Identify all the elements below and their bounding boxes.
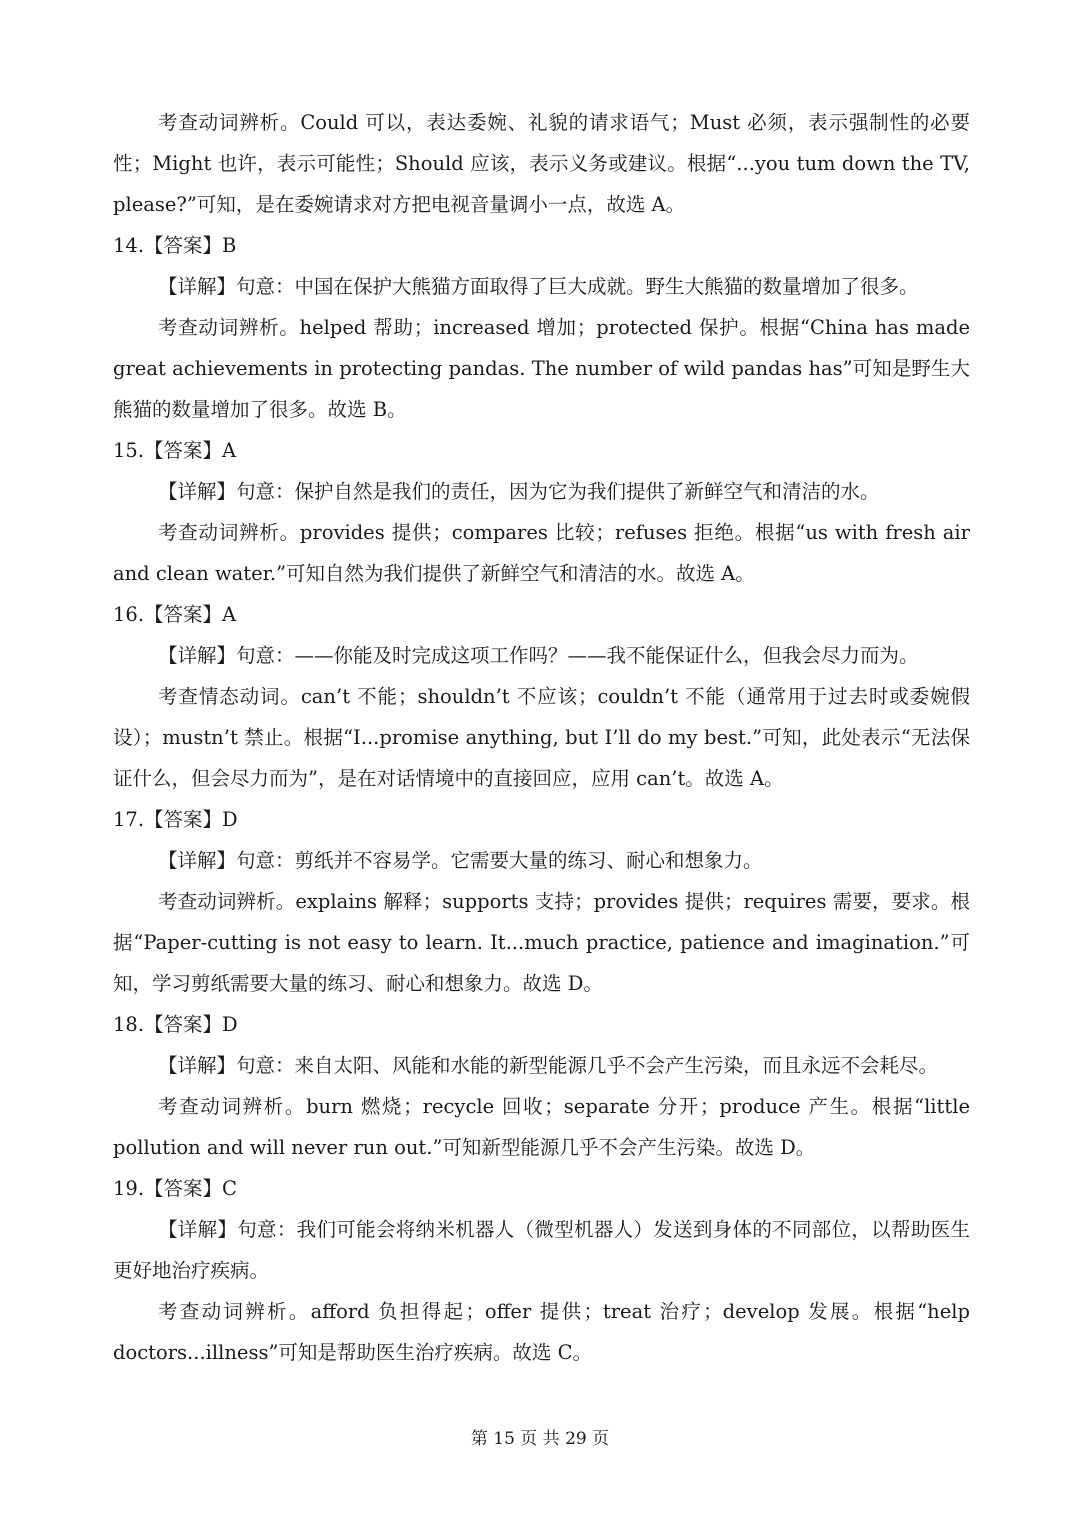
answer-17: 17.【答案】D: [113, 808, 238, 831]
analysis-19: 考查动词辨析。afford 负担得起；offer 提供；treat 治疗；develop 发展。根据“help doctors...illness”可知是帮助医生治疗疾病。故选 C。: [113, 1300, 970, 1364]
analysis-16: 考查情态动词。can’t 不能；shouldn’t 不应该；couldn’t 不能（通常用于过去时或委婉假设）；mustn’t 禁止。根据“I...promise anything, but I’ll do my best.”可知，此处表示“无法保证什么，但会尽力而为”，是在对话情境中的直接回应，应用 can’t。故选 A。: [113, 685, 970, 790]
detail-14: 【详解】句意：中国在保护大熊猫方面取得了巨大成就。野生大熊猫的数量增加了很多。: [158, 275, 919, 298]
answer-19: 19.【答案】C: [113, 1177, 237, 1200]
page-number-footer: 第 15 页 共 29 页: [470, 1429, 610, 1449]
analysis-15: 考查动词辨析。provides 提供；compares 比较；refuses 拒绝。根据“us with fresh air and clean water.”可知自然为我们提供了新鲜空气和清洁的水。故选 A。: [113, 521, 970, 585]
detail-18: 【详解】句意：来自太阳、风能和水能的新型能源几乎不会产生污染，而且永远不会耗尽。: [158, 1054, 939, 1077]
analysis-18: 考查动词辨析。burn 燃烧；recycle 回收；separate 分开；produce 产生。根据“little pollution and will never run out.”可知新型能源几乎不会产生污染。故选 D。: [113, 1095, 970, 1159]
detail-17: 【详解】句意：剪纸并不容易学。它需要大量的练习、耐心和想象力。: [158, 849, 763, 872]
detail-19: 【详解】句意：我们可能会将纳米机器人（微型机器人）发送到身体的不同部位，以帮助医生更好地治疗疾病。: [113, 1218, 970, 1282]
item-16: [113, 594, 970, 799]
lead-analysis: 考查动词辨析。Could 可以，表达委婉、礼貌的请求语气；Must 必须，表示强制性的必要性；Might 也许，表示可能性；Should 应该，表示义务或建议。根据“...you tum down the TV, please?”可知，是在委婉请求对方把电视音量调小一点，故选 A。: [113, 111, 970, 216]
item-19: [113, 1168, 970, 1373]
item-15: [113, 430, 970, 594]
analysis-17: 考查动词辨析。explains 解释；supports 支持；provides 提供；requires 需要，要求。根据“Paper-cutting is not easy to learn. It...much practice, patience and imagination.”可知，学习剪纸需要大量的练习、耐心和想象力。故选 D。: [113, 890, 970, 995]
answer-14: 14.【答案】B: [113, 234, 237, 257]
analysis-14: 考查动词辨析。helped 帮助；increased 增加；protected 保护。根据“China has made great achievements in protecting pandas. The number of wild pandas has”可知是野生大熊猫的数量增加了很多。故选 B。: [113, 316, 970, 421]
answer-18: 18.【答案】D: [113, 1013, 238, 1036]
answer-16: 16.【答案】A: [113, 603, 237, 626]
item-17: [113, 799, 970, 1004]
item-18: [113, 1004, 970, 1168]
detail-16: 【详解】句意：——你能及时完成这项工作吗？——我不能保证什么，但我会尽力而为。: [158, 644, 919, 667]
detail-15: 【详解】句意：保护自然是我们的责任，因为它为我们提供了新鲜空气和清洁的水。: [158, 480, 880, 503]
answer-15: 15.【答案】A: [113, 439, 237, 462]
item-14: [113, 225, 970, 430]
